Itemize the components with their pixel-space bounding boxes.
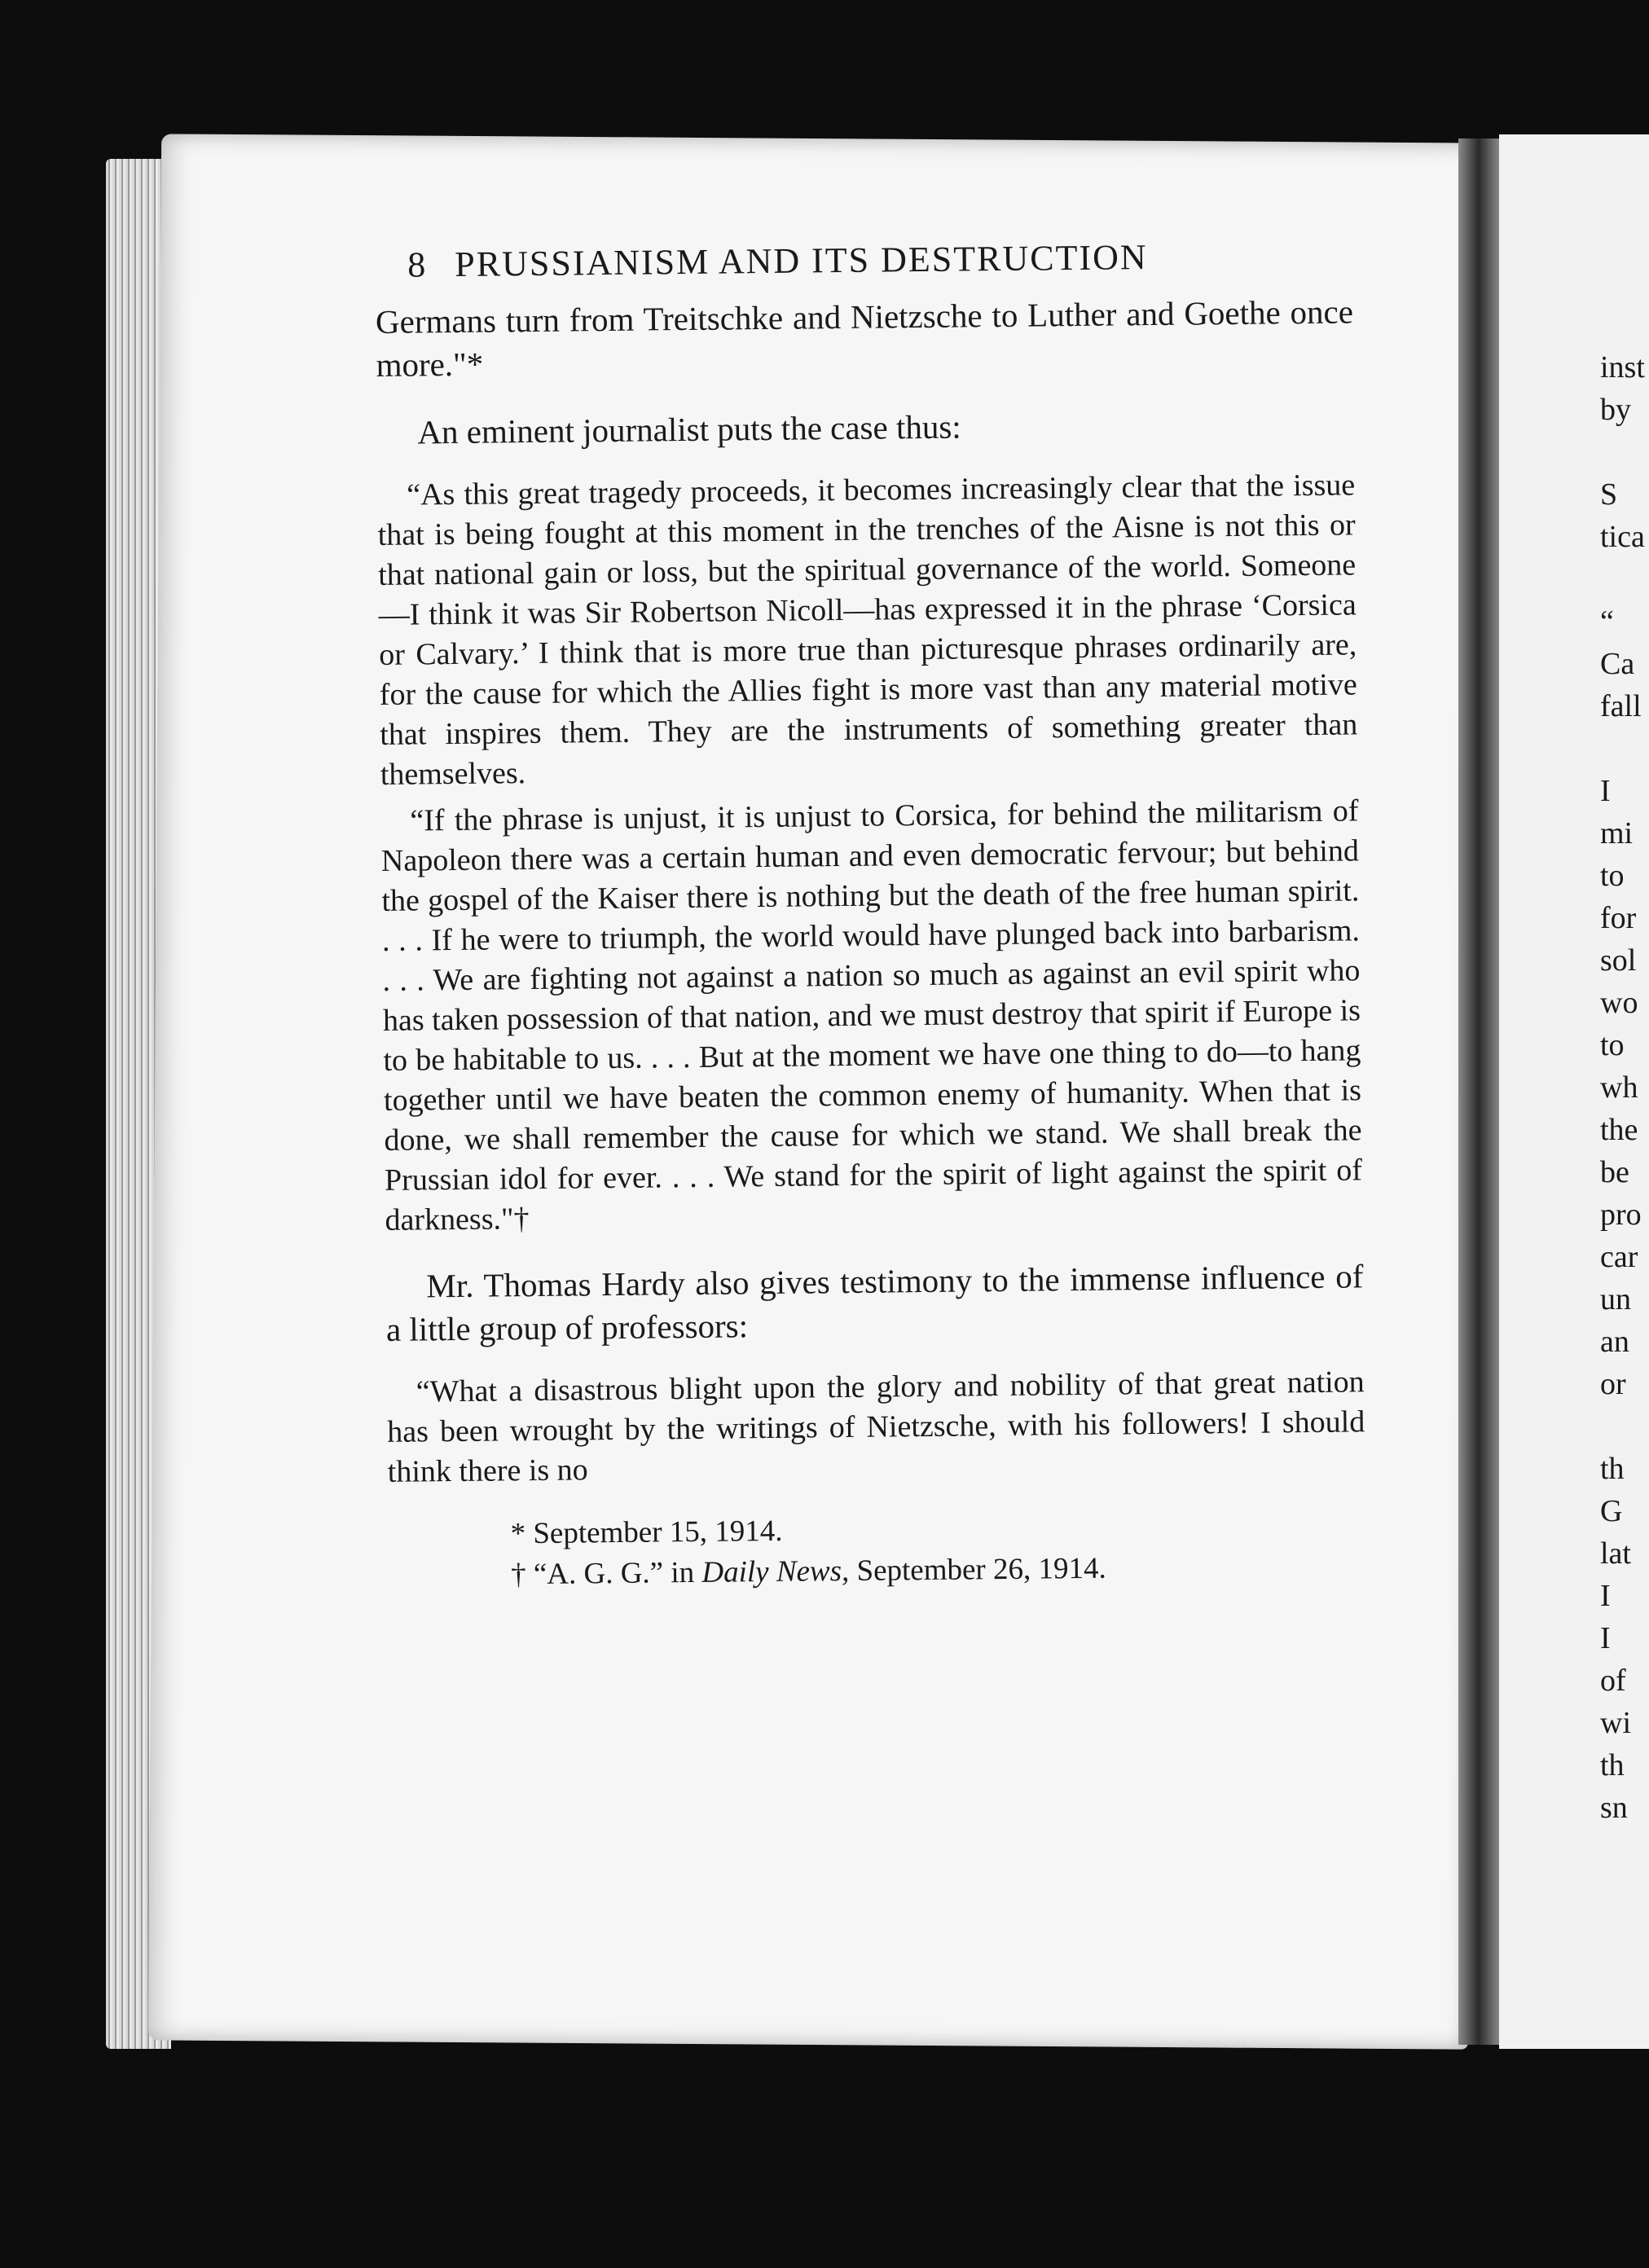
footnote-2-date: September 26, 1914.	[849, 1551, 1106, 1588]
right-page-fragment: be	[1600, 1155, 1629, 1189]
right-page-fragment: car	[1600, 1240, 1638, 1274]
page-text-block	[375, 234, 1366, 1596]
right-page-fragment	[1600, 727, 1649, 770]
right-page-fragment: for	[1600, 901, 1637, 935]
right-page-fragment: un	[1600, 1282, 1631, 1316]
right-page-fragment: fall	[1600, 689, 1642, 723]
right-page-fragment: the	[1600, 1113, 1638, 1147]
right-page-fragment: S	[1600, 477, 1618, 512]
right-page-fragment: sn	[1600, 1791, 1628, 1825]
running-title: PRUSSIANISM AND ITS DESTRUCTION	[455, 237, 1148, 284]
right-page-fragment: I	[1600, 1621, 1611, 1655]
right-page-fragment: sol	[1600, 943, 1637, 978]
right-page-fragment: of	[1600, 1664, 1626, 1698]
paragraph-hardy: Mr. Thomas Hardy also gives testimony to the immense influence of a little group of professors:	[385, 1257, 1364, 1348]
right-page-fragment: th	[1600, 1748, 1625, 1782]
footnote-1: * September 15, 1914.	[510, 1514, 783, 1551]
right-page-fragment: “	[1600, 604, 1614, 639]
right-page-fragment: I	[1600, 774, 1611, 808]
right-page-fragment: th	[1600, 1452, 1625, 1486]
right-page-fragment: G	[1600, 1494, 1623, 1528]
running-header	[407, 234, 1352, 285]
right-page-fragment: wo	[1600, 986, 1638, 1020]
page-number: 8	[407, 244, 428, 285]
paragraph-journalist: An eminent journalist puts the case thus:	[417, 407, 961, 451]
right-page-text-fragments	[1600, 346, 1649, 1829]
paragraph-continuation: Germans turn from Treitschke and Nietzsche to Luther and Goethe once more."*	[375, 292, 1354, 384]
quotation-1: “As this great tragedy proceeds, it becomes increasingly clear that the issue that is being fought at this moment in the trenches of the Aisne is not this or that national gain or loss, but the spiritual governance of the world. Someone—I think it was Sir Robertson Nicoll—has expressed it in the phrase ‘Corsica or Calvary.’ I think that is more true than picturesque phrases ordinarily are, for the cause for which the Allies fight is more vast than any material motive that inspires them. They are the instruments of something greater than themselves.	[377, 468, 1358, 792]
right-page-fragment	[1600, 1405, 1649, 1448]
right-page-fragment: mi	[1600, 816, 1634, 850]
footnote-2-source: Daily News,	[701, 1554, 850, 1589]
book-gutter	[1458, 138, 1503, 2045]
right-page-fragment: tica	[1600, 520, 1645, 554]
right-page-fragment: by	[1600, 393, 1631, 427]
right-page-fragment: I	[1600, 1579, 1611, 1613]
right-page-fragment: to	[1600, 1028, 1625, 1062]
right-page-fragment: to	[1600, 859, 1625, 893]
quotation-2: “If the phrase is unjust, it is unjust to Corsica, for behind the militarism of Napoleon there was a certain human and even democratic fervour; but behind the gospel of the Kaiser there is nothing but the death of the free human spirit. . . . If he were to triumph, the world would have plunged back into barbarism. . . . We are fighting not against a nation so much as against an evil spirit who has taken possession of that nation, and we must destroy that spirit if Europe is to be habitable to us. . . . But at the moment we have one thing to do—to hang together until we have beaten the common enemy of humanity. When that is done, we shall remember the cause for which we stand. We shall break the Prussian idol for ever. . . . We stand for the spirit of light against the spirit of darkness."†	[380, 793, 1363, 1237]
right-page-fragment: or	[1600, 1367, 1626, 1401]
right-page-fragment: wi	[1600, 1706, 1631, 1740]
footnote-2-prefix: † “A. G. G.” in	[510, 1555, 702, 1592]
right-page-fragment: Ca	[1600, 647, 1635, 681]
right-page-fragment: lat	[1600, 1536, 1631, 1571]
footnotes	[510, 1505, 1366, 1595]
right-page-fragment: an	[1600, 1325, 1629, 1359]
right-page-fragment: inst	[1600, 350, 1645, 385]
right-page-fragment	[1600, 431, 1649, 473]
quotation-3: “What a disastrous blight upon the glory and nobility of that great nation has been wrought by the writings of Nietzsche, with his followers! I should think there is no	[387, 1365, 1365, 1489]
right-page-fragment	[1600, 558, 1649, 600]
right-page-fragment: pro	[1600, 1198, 1642, 1232]
right-page-fragment: wh	[1600, 1070, 1638, 1105]
